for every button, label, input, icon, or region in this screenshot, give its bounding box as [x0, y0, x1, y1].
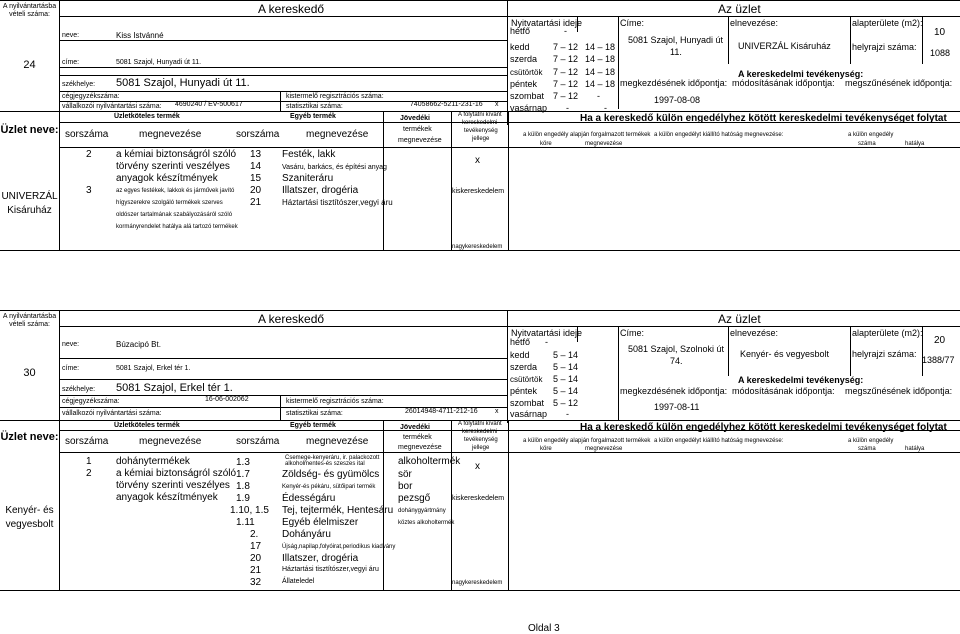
activity-label: A kereskedelmi tevékenység: [738, 375, 864, 385]
company-reg-label: cégjegyzékszáma: [62, 398, 120, 405]
company-reg-label: cégjegyzékszáma: [62, 93, 120, 100]
hours-day: szombat [510, 91, 545, 101]
mandatory-item: oldószer tartalmának szabályozásáról szóló [116, 212, 233, 218]
shop-address-1: 5081 Szajol, Hunyadi út [628, 35, 724, 45]
permit-goods: a külön engedély alapján forgalmazott termékek [523, 132, 651, 138]
serial-header: sorszáma [65, 129, 109, 140]
excise-item: pezsgő [398, 493, 431, 504]
hours-day: hétfő [510, 26, 531, 36]
hours-open: - [566, 409, 569, 419]
modify-label: módosításának időpontja: [732, 78, 835, 88]
page-number: Oldal 3 [528, 623, 560, 634]
company-reg-value: 16-06-002062 [205, 396, 249, 403]
permit-title: Ha a kereskedő külön engedélyhez kötött kereskedelmi tevékenységet folytat [580, 113, 947, 124]
hours-label: Nyitvatartási ideje [511, 328, 583, 338]
hours-day: szerda [510, 362, 538, 372]
hours-day: csütörtök [510, 68, 543, 77]
other-no: 13 [250, 149, 262, 160]
mandatory-no: 1 [86, 456, 92, 467]
permit-naming: megnevezése [585, 446, 623, 452]
shop-naming-value: Kenyér- és vegyesbolt [740, 349, 830, 359]
excise-header-1: Jövedéki [400, 424, 430, 431]
other-item: Csemege-kenyeráru, ir. palackozott alkoholmentes-és szeszes ital [285, 455, 380, 467]
other-item: Újság,napilap,folyóirat,periodikus kiadvány [282, 544, 396, 550]
kind-header-4: jellege [472, 445, 490, 451]
record-id: 24 [23, 59, 36, 71]
kind-wholesale: nagykereskedelem [452, 580, 503, 586]
excise-header-3: megnevezése [398, 137, 442, 144]
shop-address-label: Címe: [620, 328, 645, 338]
mandatory-item: a kémiai biztonságról szóló [116, 468, 237, 479]
hours-day: szerda [510, 54, 538, 64]
address-label: címe: [62, 365, 80, 372]
excise-header-1: Jövedéki [400, 115, 430, 122]
shop-name-line1: UNIVERZÁL [1, 191, 58, 202]
excise-item: sör [398, 469, 412, 480]
mandatory-item: törvény szerinti veszélyes [116, 161, 230, 172]
kind-retail: kiskereskedelem [452, 495, 505, 502]
other-item: Festék, lakk [282, 149, 336, 160]
shop-name-line2: vegyesbolt [5, 519, 54, 530]
kind-header-3: tevékenység [464, 437, 498, 443]
permit-authority: a külön engedélyt kiállító hatóság megnevezése: [654, 438, 784, 444]
trader-header: A kereskedő [258, 312, 325, 326]
other-item: Illatszer, drogéria [282, 185, 359, 196]
shop-address-label: Címe: [620, 18, 645, 28]
hours-open: 7 – 12 [553, 67, 579, 77]
hours-open: 5 – 14 [553, 362, 579, 372]
hours-day: hétfő [510, 337, 531, 347]
kind-header-1: A folytatni kívánt [458, 421, 502, 427]
kind-wholesale: nagykereskedelem [452, 244, 503, 250]
mandatory-desc-header: megnevezése [139, 129, 202, 140]
start-date: 1997-08-11 [654, 402, 700, 412]
trader-seat: 5081 Szajol, Hunyadi út 11. [116, 77, 250, 89]
other-item: Illatszer, drogéria [282, 553, 359, 564]
name-label: neve: [62, 341, 80, 348]
hours-close: 14 – 18 [585, 54, 616, 64]
kind-header-4: jellege [472, 136, 490, 142]
other-item: Háztartási tisztítószer,vegyi áru [282, 198, 393, 207]
area-label: alapterülete (m2): [852, 328, 923, 338]
serial-header: sorszáma [236, 129, 280, 140]
other-item: Tej, tejtermék, Hentesáru [282, 505, 394, 516]
hours-open: 5 – 14 [553, 350, 579, 360]
hours-open: 5 – 14 [553, 374, 579, 384]
entrepreneur-reg-label: vállalkozói nyilvántartási száma: [62, 410, 162, 417]
mandatory-header: Üzletköteles termék [114, 422, 180, 429]
permit-authority: a külön engedélyt kiállító hatóság megnevezése: [654, 132, 784, 138]
other-item: Egyéb élelmiszer [282, 517, 359, 528]
hours-day: kedd [510, 42, 530, 52]
start-label: megkezdésének időpontja: [620, 78, 728, 88]
hours-close: 14 – 18 [585, 42, 616, 52]
permit-x: x [475, 461, 480, 472]
shop-name-label: Üzlet neve: [0, 431, 59, 443]
start-date: 1997-08-08 [654, 95, 701, 105]
other-no: 1.11 [236, 517, 255, 528]
permit-validity: hatálya [905, 446, 925, 452]
hours-open: - [545, 337, 548, 347]
topo-value: 1088 [930, 48, 951, 58]
trader-header: A kereskedő [258, 2, 325, 16]
excise-header-3: megnevezése [398, 444, 442, 451]
other-item: Kenyér-és pékáru, sütőipari termék [282, 484, 376, 490]
other-no: 17 [250, 541, 262, 552]
hours-open: - [564, 26, 567, 36]
permit-doc: a külön engedély [848, 438, 894, 444]
mandatory-item: anyagok készítmények [116, 173, 218, 184]
other-item: Vasáru, barkács, és építési anyag [282, 164, 387, 171]
other-no: 2. [250, 529, 259, 540]
stat-x: x [495, 101, 499, 108]
name-label: neve: [62, 32, 80, 39]
other-item: Édességáru [282, 493, 336, 504]
trader-address: 5081 Szajol, Hunyadi út 11. [116, 59, 202, 66]
other-no: 15 [250, 173, 262, 184]
modify-label: módosításának időpontja: [732, 386, 835, 396]
permit-x: x [475, 155, 480, 166]
mandatory-no: 2 [86, 468, 92, 479]
other-item: Szaniteráru [282, 173, 334, 184]
permit-naming: megnevezése [585, 141, 623, 147]
other-no: 21 [250, 197, 262, 208]
hours-open: 5 – 12 [553, 398, 579, 408]
other-item: Háztartási tisztítószer,vegyi áru [282, 566, 379, 573]
mandatory-desc-header: megnevezése [139, 436, 202, 447]
other-no: 1.8 [236, 481, 250, 492]
kind-header-3: tevékenység [464, 128, 498, 134]
permit-scope: köre [540, 446, 552, 452]
hours-day: péntek [510, 79, 538, 89]
reg-no-label-2: vételi száma: [9, 321, 50, 328]
stat-no-value: 74058662-5211-231-16 [410, 101, 483, 108]
serial-header: sorszáma [236, 436, 280, 447]
hours-open: 7 – 12 [553, 54, 579, 64]
area-label: alapterülete (m2): [852, 18, 923, 28]
other-no: 1.3 [236, 457, 250, 468]
hours-close: 14 – 18 [585, 79, 616, 89]
permit-validity: hatálya [905, 141, 925, 147]
hours-day: kedd [510, 350, 530, 360]
hours-day: péntek [510, 386, 538, 396]
trader-address: 5081 Szajol, Erkel tér 1. [116, 365, 191, 372]
reg-no-label: A nyilvántartásba [2, 3, 57, 10]
hours-day: csütörtök [510, 375, 543, 384]
other-no: 1.7 [236, 469, 250, 480]
trader-name: Kiss Istvánné [116, 31, 164, 40]
topo-label: helyrajzi száma: [852, 42, 917, 52]
hours-open: 7 – 12 [553, 79, 579, 89]
mandatory-item: törvény szerinti veszélyes [116, 480, 230, 491]
permit-doc: a külön engedély [848, 132, 894, 138]
serial-header: sorszáma [65, 436, 109, 447]
reg-no-label-2: vételi száma: [9, 11, 50, 18]
excise-item: köztes alkoholtermék [398, 520, 455, 526]
permit-title: Ha a kereskedő külön engedélyhez kötött kereskedelmi tevékenységet folytat [580, 422, 947, 433]
hours-close: 14 – 18 [585, 67, 616, 77]
kind-header-2: kereskedelmi [462, 429, 498, 435]
hours-open: 5 – 14 [553, 386, 579, 396]
shop-address-1: 5081 Szajol, Szolnoki út [628, 344, 725, 354]
shop-header: Az üzlet [718, 312, 761, 326]
excise-header-2: termékek [403, 434, 432, 441]
permit-number: száma [858, 141, 876, 147]
hours-open: 7 – 12 [553, 42, 579, 52]
other-no: 1.10, 1.5 [230, 505, 269, 516]
permit-number: száma [858, 446, 876, 452]
other-desc-header: megnevezése [306, 129, 369, 140]
excise-item: alkoholtermék [398, 456, 461, 467]
other-no: 20 [250, 185, 262, 196]
address-label: címe: [62, 59, 80, 66]
seat-label: székhelye: [62, 81, 96, 88]
end-label: megszűnésének időpontja: [845, 78, 953, 88]
hours-day: vasárnap [510, 409, 548, 419]
other-header: Egyéb termék [290, 422, 336, 429]
reg-no-label: A nyilvántartásba [2, 313, 57, 320]
trader-seat: 5081 Szajol, Erkel tér 1. [116, 382, 233, 394]
kind-header-2: kereskedelmi [462, 120, 498, 126]
other-no: 21 [250, 565, 262, 576]
area-value: 10 [934, 27, 946, 38]
seat-label: székhelye: [62, 386, 96, 393]
other-desc-header: megnevezése [306, 436, 369, 447]
stat-no-label: statisztikai száma: [286, 410, 343, 417]
stat-no-value: 26014948-4711-212-16 [405, 408, 478, 415]
other-no: 1.9 [236, 493, 250, 504]
hours-day: vasárnap [510, 103, 548, 113]
shop-name-line1: Kenyér- és [5, 505, 54, 516]
start-label: megkezdésének időpontja: [620, 386, 728, 396]
shop-header: Az üzlet [718, 2, 761, 16]
excise-header-2: termékek [403, 126, 432, 133]
stat-no-label: statisztikai száma: [286, 103, 343, 110]
hours-close: - [604, 103, 607, 113]
activity-label: A kereskedelmi tevékenység: [738, 69, 864, 79]
permit-goods: a külön engedély alapján forgalmazott termékek [523, 438, 651, 444]
mandatory-no: 3 [86, 185, 92, 196]
mandatory-item: hígyszerekre szolgáló termékek szerves [116, 200, 223, 206]
shop-name-label: Üzlet neve: [0, 124, 59, 136]
other-item: Zöldség- és gyümölcs [282, 469, 380, 480]
mandatory-item: kormányrendelet hatálya alá tartozó termékek [116, 224, 238, 230]
hours-open: 7 – 12 [553, 91, 579, 101]
excise-item: bor [398, 481, 413, 492]
other-no: 32 [250, 577, 262, 588]
stat-x: x [495, 408, 499, 415]
hours-close: - [597, 91, 600, 101]
shop-address-2: 11. [670, 47, 682, 57]
kind-retail: kiskereskedelem [452, 188, 505, 195]
mandatory-item: a kémiai biztonságról szóló [116, 149, 237, 160]
other-item: Állateledel [282, 578, 315, 585]
hours-open: - [566, 103, 569, 113]
mandatory-item: anyagok készítmények [116, 492, 218, 503]
kind-header-1: A folytatni kívánt [458, 112, 502, 118]
mandatory-no: 2 [86, 149, 92, 160]
trader-name: Búzacipó Bt. [116, 340, 161, 349]
entrepreneur-reg-value: 4690240 / EV-500617 [175, 101, 243, 108]
other-item: Dohányáru [282, 529, 331, 540]
mandatory-item: dohánytermékek [116, 456, 190, 467]
topo-label: helyrajzi száma: [852, 349, 917, 359]
mandatory-header: Üzletköteles termék [114, 113, 180, 120]
record-id: 30 [23, 367, 36, 379]
hours-label: Nyitvatartási ideje [511, 18, 583, 28]
hours-day: szombat [510, 398, 545, 408]
shop-address-2: 74. [670, 356, 683, 366]
small-producer-label: kistermelő regisztrációs száma: [286, 398, 384, 405]
other-no: 14 [250, 161, 262, 172]
topo-value: 1388/77 [922, 355, 955, 365]
permit-scope: köre [540, 141, 552, 147]
shop-naming-label: elnevezése: [730, 328, 779, 338]
mandatory-item: az egyes festékek, lakkok és járművek javító [116, 188, 235, 194]
other-header: Egyéb termék [290, 113, 336, 120]
entrepreneur-reg-label: vállalkozói nyilvántartási száma: [62, 103, 162, 110]
excise-item: dohánygyártmány [398, 508, 446, 514]
area-value: 20 [934, 335, 946, 346]
small-producer-label: kistermelő regisztrációs száma: [286, 93, 384, 100]
shop-naming-value: UNIVERZÁL Kisáruház [738, 41, 831, 51]
other-no: 20 [250, 553, 262, 564]
shop-name-line2: Kisáruház [7, 205, 52, 216]
shop-naming-label: elnevezése: [730, 18, 779, 28]
end-label: megszűnésének időpontja: [845, 386, 953, 396]
